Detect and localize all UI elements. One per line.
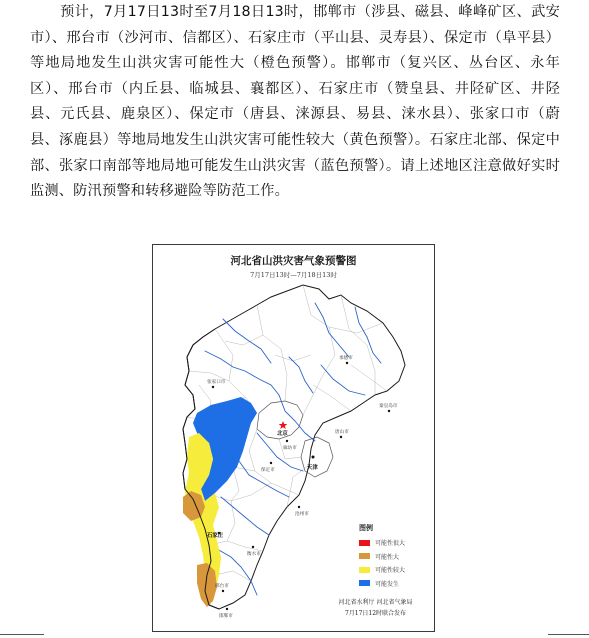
- forecast-paragraph: [30, 0, 560, 205]
- legend-label: 可能性大: [375, 553, 400, 561]
- map-footer: [318, 597, 433, 619]
- map-title: 河北省山洪灾害气象预警图: [230, 255, 357, 267]
- legend-item-high: [359, 550, 431, 564]
- legend-swatch-yellow: [359, 567, 370, 573]
- label-baoding: 保定市: [261, 468, 275, 473]
- label-tianjin: 天津: [307, 465, 318, 471]
- tianjin-marker: [312, 456, 315, 459]
- bottom-divider-right: [548, 634, 589, 635]
- label-tangshan: 唐山市: [335, 430, 349, 435]
- legend-swatch-orange: [359, 553, 370, 559]
- legend-item-possible: [359, 577, 431, 591]
- legend-label: 可能发生: [375, 580, 400, 588]
- forecast-text: 预计，7月17日13时至7月18日13时，邯郸市（涉县、磁县、峰峰矿区、武安市）、邢台市（沙河市、信都区）、石家庄市（平山县、灵寿县）、保定市（阜平县）等地局地发生山洪灾害可能性大（橙色预警）。邯郸市（复兴区、丛台区、永年区）、邢台市（内丘县、临城县、襄都区）、石家庄市（赞皇县、井陉矿区、井陉县、元氏县、鹿泉区）、保定市（唐县、涞源县、易县、涞水县）、张家口市（蔚县、涿鹿县）等地局地发生山洪灾害可能性较大（黄色预警）。石家庄北部、保定中部、张家口南部等地局地可能发生山洪灾害（蓝色预警）。请上述地区注意做好实时监测、防汛预警和转移避险等防范工作。: [30, 4, 560, 200]
- bottom-divider-left: [0, 634, 44, 635]
- label-handan: 邯郸市: [219, 614, 233, 619]
- label-zhangjiakou: 张家口市: [207, 380, 226, 385]
- label-qinhuangdao: 秦皇岛市: [379, 404, 398, 409]
- map-legend: [359, 523, 431, 590]
- legend-swatch-red: [359, 540, 370, 546]
- map-subtitle: 7月17日13时—7月18日13时: [250, 271, 337, 279]
- legend-label: 可能性很大: [375, 540, 406, 548]
- map-footer-date: 7月17日12时联合发布: [344, 610, 407, 617]
- article-text: [30, 0, 560, 205]
- label-xingtai: 邢台市: [215, 584, 229, 589]
- flood-warning-map: [152, 244, 435, 632]
- label-hengshui: 衡水市: [247, 552, 261, 557]
- label-chengde: 承德市: [339, 356, 353, 361]
- legend-item-very-high: [359, 536, 431, 550]
- legend-title: 图例: [359, 524, 373, 532]
- legend-label: 可能性较大: [375, 567, 406, 575]
- map-footer-publishers: 河北省水利厅 河北省气象局: [338, 599, 413, 606]
- label-shijiazhuang: 石家庄: [207, 533, 224, 539]
- legend-swatch-blue: [359, 580, 370, 586]
- label-langfang: 廊坊市: [283, 446, 297, 451]
- label-cangzhou: 沧州市: [295, 512, 309, 517]
- label-beijing: 北京: [277, 431, 288, 437]
- legend-item-elevated: [359, 563, 431, 577]
